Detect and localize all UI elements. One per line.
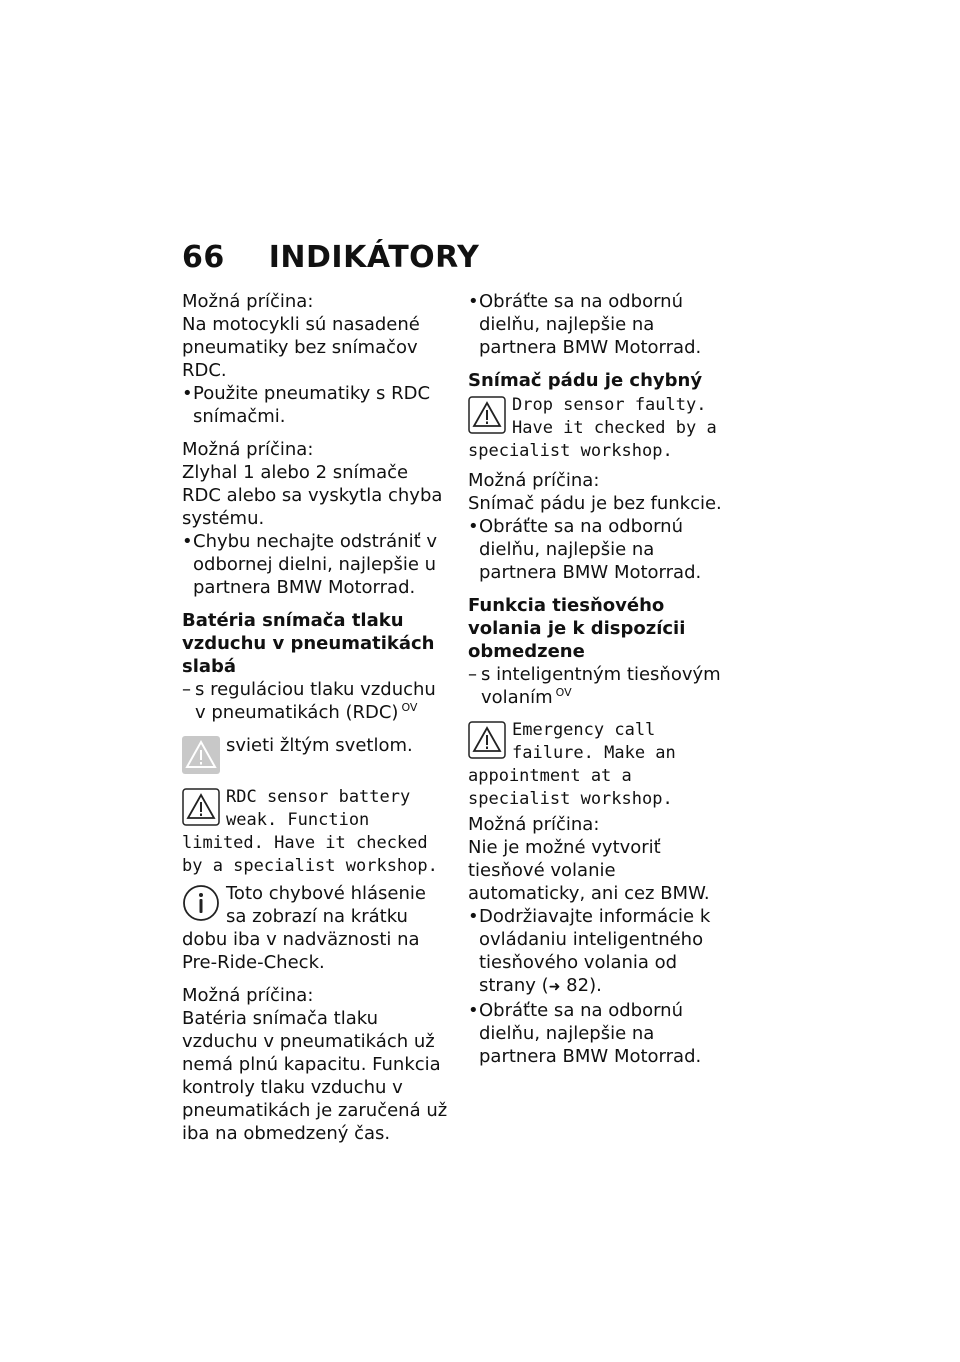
message-block: [182, 786, 452, 878]
cause-text: Batéria snímača tlaku vzduchu v pneumatikách už nemá plnú kapacitu. Funkcia kontroly tlaku vzduchu v pneumatikách je zaručená už iba na obmedzený čas.: [182, 1008, 448, 1144]
indicator-text: svieti žltým svetlom.: [226, 735, 413, 756]
cause-label: Možná príčina:: [182, 439, 314, 460]
cause-text: Snímač pádu je bez funkcie.: [468, 493, 722, 514]
cause-label: Možná príčina:: [182, 291, 314, 312]
bullet-item: • Chybu nechajte odstrániť v odbornej dielni, najlepšie u partnera BMW Motorrad.: [182, 530, 452, 599]
yellow-warning-row: [182, 734, 452, 776]
page-number: 66: [182, 240, 225, 275]
info-block: [182, 882, 452, 974]
dash-text: s inteligentným tiesňovým volaním: [481, 664, 721, 708]
bullet-item: • Obráťte sa na odbornú dielňu, najlepšie na partnera BMW Motorrad.: [468, 290, 730, 359]
dash-item: [468, 663, 730, 709]
page-ref[interactable]: 82: [566, 975, 590, 996]
warning-triangle-icon: [182, 788, 220, 826]
message-block: [468, 394, 730, 463]
cause-text: Nie je možné vytvoriť tiesňové volanie automaticky, ani cez BMW.: [468, 837, 710, 904]
warning-triangle-yellow-icon: [182, 736, 220, 774]
option-sup: OV: [401, 701, 418, 714]
cause-label: Možná príčina:: [468, 814, 600, 835]
section-heading: Funkcia tiesňového volania je k dispozícii obmedzene: [468, 595, 686, 662]
cause-label: Možná príčina:: [468, 470, 600, 491]
left-column: [182, 290, 452, 1145]
warning-triangle-icon: [468, 721, 506, 759]
section-heading: Snímač pádu je chybný: [468, 370, 703, 391]
display-message: Drop sensor faulty. Have it checked by a specialist workshop.: [468, 395, 717, 461]
right-column: [468, 290, 730, 1068]
page-ref-arrow-icon[interactable]: ➜: [548, 979, 561, 995]
info-text: Toto chybové hlásenie sa zobrazí na krátku dobu iba v nadväznosti na Pre-Ride-Check.: [182, 883, 426, 973]
bullet-item: • Použite pneumatiky s RDC snímačmi.: [182, 382, 452, 428]
dash-text: s reguláciou tlaku vzduchu v pneumatikách (RDC): [195, 679, 436, 723]
dash-item: [182, 678, 452, 724]
display-message: RDC sensor battery weak. Function limited. Have it checked by a specialist workshop.: [182, 787, 438, 876]
option-sup: OV: [555, 686, 572, 699]
cause-text: Na motocykli sú nasadené pneumatiky bez snímačov RDC.: [182, 314, 420, 381]
section-heading: Batéria snímača tlaku vzduchu v pneumatikách slabá: [182, 610, 435, 677]
chapter-title: INDIKÁTORY: [268, 240, 480, 275]
bullet-text: Dodržiavajte informácie k ovládaniu inteligentného tiesňového volania od strany: [479, 906, 711, 996]
cause-label: Možná príčina:: [182, 985, 314, 1006]
display-message: Emergency call failure. Make an appointment at a specialist workshop.: [468, 720, 676, 809]
bullet-item: • Dodržiavajte informácie k ovládaniu inteligentného tiesňového volania od strany (➜ 82).: [468, 905, 730, 999]
info-icon: [182, 884, 220, 922]
message-block: [468, 719, 730, 811]
bullet-item: • Obráťte sa na odbornú dielňu, najlepšie na partnera BMW Motorrad.: [468, 515, 730, 584]
cause-text: Zlyhal 1 alebo 2 snímače RDC alebo sa vyskytla chyba systému.: [182, 462, 443, 529]
page-header: [182, 240, 479, 275]
warning-triangle-icon: [468, 396, 506, 434]
bullet-item: • Obráťte sa na odbornú dielňu, najlepšie na partnera BMW Motorrad.: [468, 999, 730, 1068]
